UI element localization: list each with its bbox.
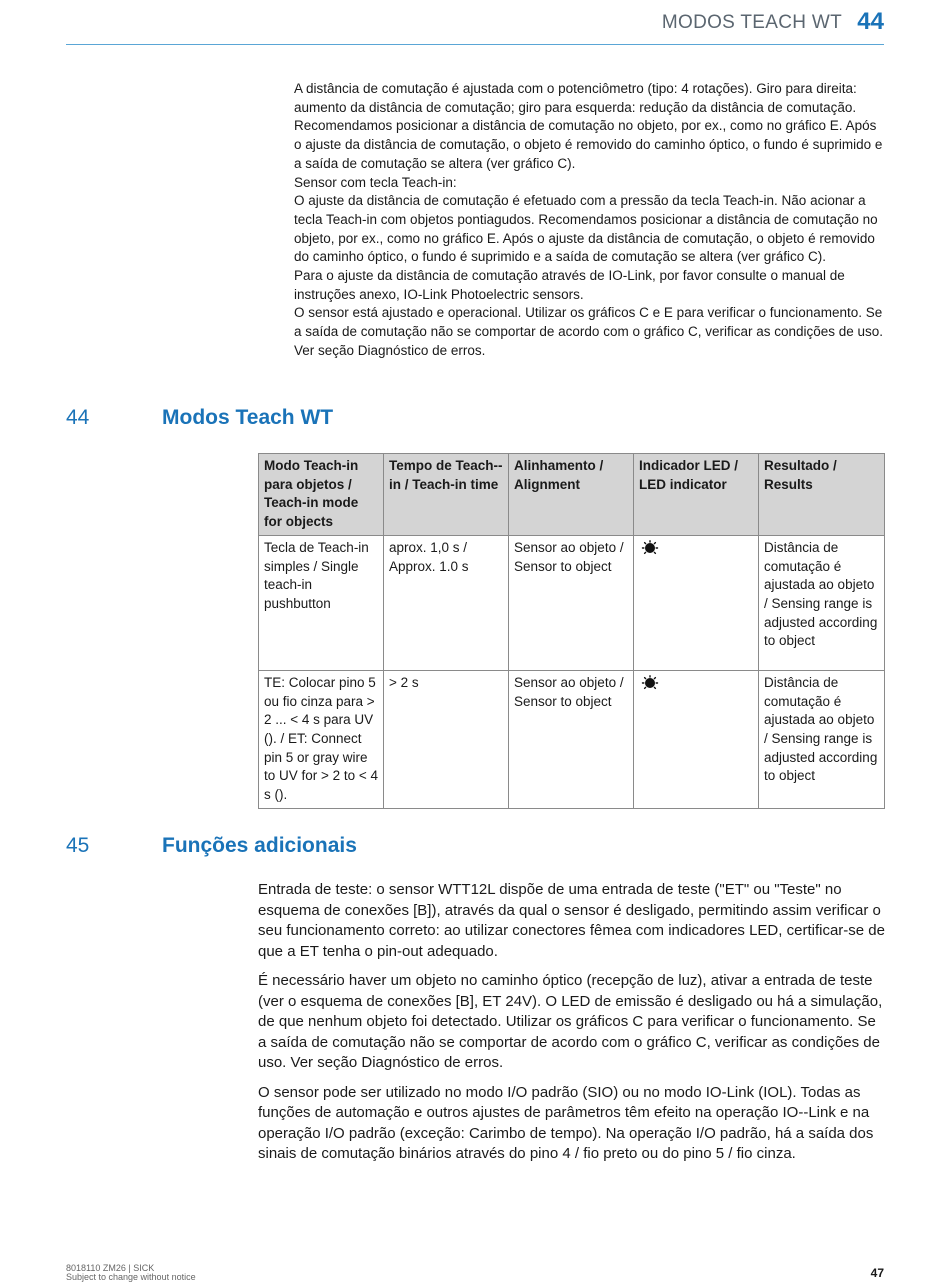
section-heading-45 xyxy=(66,834,886,864)
cell-alignment: Sensor ao objeto / Sensor to object xyxy=(509,670,634,808)
section-title: Modos Teach WT xyxy=(162,406,334,429)
cell-result: Distância de comutação é ajustada ao objeto / Sensing range is adjusted according to object xyxy=(759,535,885,670)
header-alignment: Alinhamento / Alignment xyxy=(509,454,634,536)
led-on-icon xyxy=(639,675,661,691)
section-title: Funções adicionais xyxy=(162,834,357,857)
cell-mode: TE: Colocar pino 5 ou fio cinza para > 2 ... < 4 s para UV (). / ET: Connect pin 5 or gray wire to UV for > 2 to < 4 s (). xyxy=(259,670,384,808)
footer-notice: Subject to change without notice xyxy=(66,1272,196,1282)
header-results: Resultado / Results xyxy=(759,454,885,536)
table-row xyxy=(259,535,885,670)
section-number: 45 xyxy=(66,834,90,857)
body-paragraph: Entrada de teste: o sensor WTT12L dispõe de uma entrada de teste ("ET" ou "Teste" no esquema de conexões [B]), através da qual o sensor é desligado, permitindo assim verificar o seu funcionamento correto: ao utilizar conectores fêmea com indicadores LED, certificar-se de que a ET tenha o pin-out adequado. xyxy=(258,881,885,960)
cell-alignment: Sensor ao objeto / Sensor to object xyxy=(509,535,634,670)
footer-doc-id: 8018110 ZM26 | SICK xyxy=(66,1263,155,1273)
intro-paragraph: O sensor está ajustado e operacional. Utilizar os gráficos C e E para verificar o funcionamento. Se a saída de comutação não se comportar de acordo com o gráfico C, verificar as condições de uso. Ver seção Diagnóstico de erros. xyxy=(294,305,884,358)
teach-modes-table xyxy=(258,453,885,809)
intro-paragraph: Para o ajuste da distância de comutação através de IO-Link, por favor consulte o manual de instruções anexo, IO-Link Photoelectric sensors. xyxy=(294,268,845,302)
body-paragraph: O sensor pode ser utilizado no modo I/O padrão (SIO) ou no modo IO-Link (IOL). Todas as funções de automação e outros ajustes de parâmetros têm efeito na operação IO--Link e na operação I/O padrão (exceção: Carimbo de tempo). Na operação I/O padrão, há a saída dos sinais de comutação binários através do pino 4 / fio preto ou do pino 5 / fio cinza. xyxy=(258,1083,874,1162)
cell-led xyxy=(634,535,759,670)
header-teach-mode: Modo Teach-in para objetos / Teach-in mode for objects xyxy=(259,454,384,536)
footer-info xyxy=(66,1264,196,1282)
header-teach-time: Tempo de Teach--in / Teach-in time xyxy=(384,454,509,536)
cell-time: aprox. 1,0 s / Approx. 1.0 s xyxy=(384,535,509,670)
cell-led xyxy=(634,670,759,808)
table-row xyxy=(259,670,885,808)
body-paragraph: É necessário haver um objeto no caminho óptico (recepção de luz), ativar a entrada de teste (ver o esquema de conexões [B], ET 24V). O LED de emissão é desligado ou há a simulação, de que nenhum objeto foi detectado. Utilizar os gráficos C para verificar o funcionamento. Se a saída de comutação não se comportar de acordo com o gráfico C, verificar as condições de uso. Ver seção Diagnóstico de erros. xyxy=(258,972,883,1071)
page-header xyxy=(66,8,884,45)
section-heading-44 xyxy=(66,406,886,436)
intro-paragraph: O ajuste da distância de comutação é efetuado com a pressão da tecla Teach-in. Não acionar a tecla Teach-in com objetos pontiagudos. Recomendamos posicionar a distância de comutação no objeto, por ex., como no gráfico E. Após o ajuste da distância de comutação, o objeto é removido do caminho óptico, o fundo é suprimido e a saída de comutação se altera (ver gráfico C). xyxy=(294,193,878,265)
intro-paragraph: Sensor com tecla Teach-in: xyxy=(294,174,457,190)
header-led-indicator: Indicador LED / LED indicator xyxy=(634,454,759,536)
intro-paragraph: A distância de comutação é ajustada com o potenciômetro (tipo: 4 rotações). Giro para direita: aumento da distância de comutação; giro para esquerda: redução da distância de comutação. Recomendamos posicionar a distância de comutação no objeto, por ex., como no gráfico E. Após o ajuste da distância de comutação, o objeto é removido do caminho óptico, o fundo é suprimido e a saída de comutação se altera (ver gráfico C). xyxy=(294,81,883,171)
additional-functions-text xyxy=(258,880,886,1174)
cell-time: > 2 s xyxy=(384,670,509,808)
section-number: 44 xyxy=(66,406,90,429)
header-title: MODOS TEACH WT xyxy=(661,12,842,33)
header-section-number: 44 xyxy=(857,8,884,35)
table-header-row xyxy=(259,454,885,536)
led-on-icon xyxy=(639,540,661,556)
cell-result: Distância de comutação é ajustada ao objeto / Sensing range is adjusted according to object xyxy=(759,670,885,808)
page-number: 47 xyxy=(870,1266,884,1280)
intro-text xyxy=(294,80,886,361)
cell-mode: Tecla de Teach-in simples / Single teach-in pushbutton xyxy=(259,535,384,670)
